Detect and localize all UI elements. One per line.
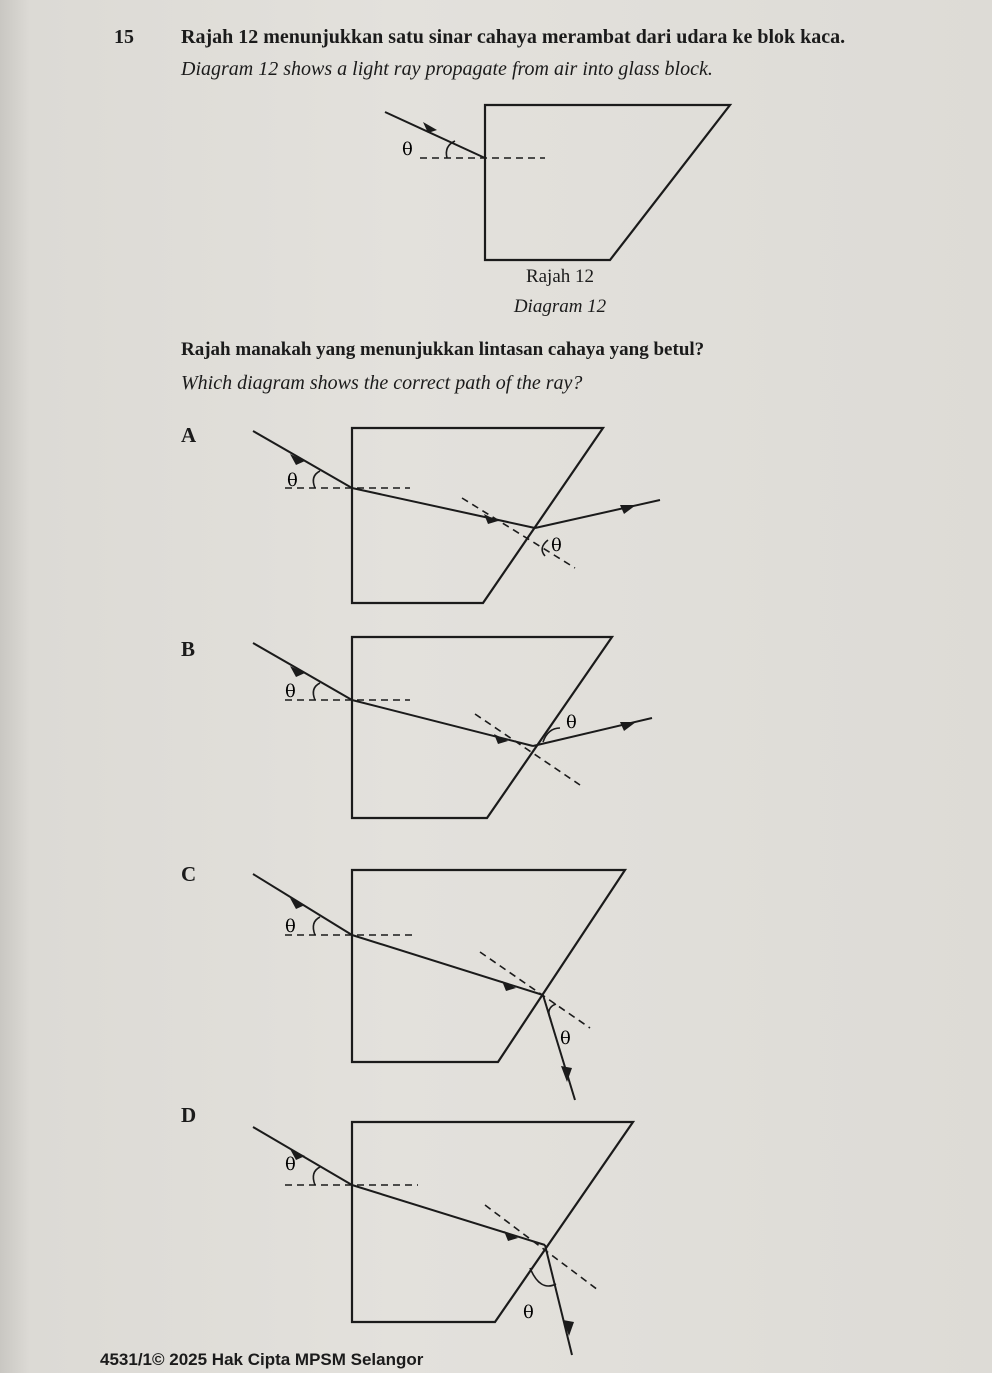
- option-d-letter[interactable]: D: [181, 1103, 197, 1127]
- glass-block-outline: [352, 1122, 633, 1322]
- angle-arc: [313, 1167, 320, 1185]
- option-c-letter[interactable]: C: [181, 862, 197, 886]
- angle-label-in: θ: [285, 916, 296, 937]
- question-text-english: Diagram 12 shows a light ray propagate from air into glass block.: [181, 58, 713, 80]
- page-footer: 4531/1© 2025 Hak Cipta MPSM Selangor: [100, 1350, 424, 1369]
- option-a-letter[interactable]: A: [181, 423, 197, 447]
- angle-label-out: θ: [551, 535, 562, 556]
- question-text-malay: Rajah 12 menunjukkan satu sinar cahaya merambat dari udara ke blok kaca.: [181, 26, 846, 48]
- normal-line: [485, 1205, 598, 1290]
- prompt-text-english: Which diagram shows the correct path of the ray?: [181, 372, 583, 394]
- angle-label-theta: θ: [402, 139, 413, 160]
- figure-caption-english: Diagram 12: [513, 296, 607, 317]
- option-b-letter[interactable]: B: [181, 637, 196, 661]
- angle-label-in: θ: [287, 470, 298, 491]
- prompt-text-malay: Rajah manakah yang menunjukkan lintasan cahaya yang betul?: [181, 339, 705, 360]
- angle-label-out: θ: [560, 1028, 571, 1049]
- angle-label-out: θ: [566, 712, 577, 733]
- angle-label-in: θ: [285, 1154, 296, 1175]
- angle-label-out: θ: [523, 1302, 534, 1323]
- refracted-ray: [352, 1185, 545, 1245]
- emergent-ray: [545, 1245, 572, 1355]
- angle-label-in: θ: [285, 681, 296, 702]
- figure-caption-malay: Rajah 12: [525, 266, 595, 287]
- question-number: 15: [114, 26, 134, 48]
